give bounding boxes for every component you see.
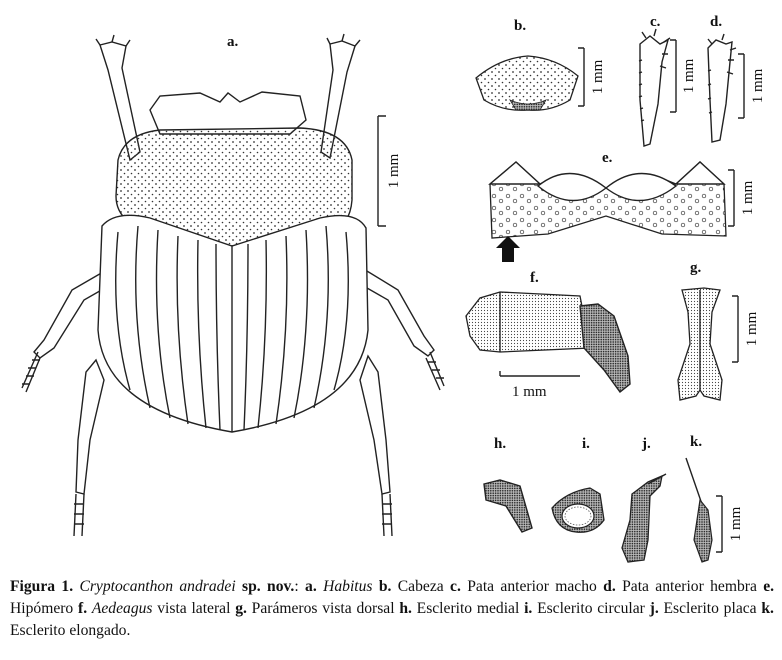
scale-label-b: 1 mm [590,59,606,95]
panel-d-pata-hembra [708,14,766,142]
caption-status: sp. nov. [242,578,295,595]
arrow-icon [496,236,520,262]
panel-c-pata-macho [639,14,697,146]
caption-item-k: k. Esclerito elongado. [10,600,774,639]
scale-label-f: 1 mm [512,384,547,400]
scale-label-c: 1 mm [681,58,697,94]
panel-i-esclerito-circular [552,436,604,532]
caption-item-b: b. Cabeza [378,578,444,595]
caption-species: Cryptocanthon andradei [79,578,236,595]
panel-label-d: d. [710,14,723,30]
panel-label-a: a. [227,34,239,50]
caption-figure-label: Figura 1. [10,578,74,595]
panel-label-e: e. [602,150,613,166]
panel-label-i: i. [582,436,590,452]
fore-leg-female [708,40,732,142]
right-hind-leg [360,356,390,494]
panel-label-f: f. [530,270,539,286]
left-hind-leg [76,360,104,494]
caption-item-h: h. Esclerito medial [399,600,520,617]
panel-label-b: b. [514,18,527,34]
caption-item-e: e. Hipómero [10,578,775,617]
panel-label-h: h. [494,436,507,452]
panel-label-k: k. [690,434,703,450]
caption-item-d: d. Pata anterior hembra [603,578,757,595]
aedeagus-phallobase [466,292,590,352]
panel-label-g: g. [690,260,702,276]
caption-item-c: c. Pata anterior macho [450,578,597,595]
aedeagus-paramere [580,304,630,392]
caption-colon: : [294,578,299,595]
caption-item-i: i. Esclerito circular [524,600,645,617]
scale-label-k: 1 mm [728,506,744,542]
panel-g-parameros [678,260,760,400]
panel-f-aedeagus [466,270,630,400]
panel-a-habitus [22,34,444,536]
scale-label-e: 1 mm [740,180,756,216]
right-mid-leg [360,268,434,356]
panel-k-esclerito-elongado [686,434,744,562]
panel-label-j: j. [642,436,651,452]
fore-leg-male [640,36,668,146]
head-detail [476,56,578,110]
sclerite-plate [622,476,662,562]
sclerite-medial [484,480,532,532]
sclerite-elongate [694,500,712,562]
caption-item-g: g. Parámeros vista dorsal [235,600,395,617]
panel-j-esclerito-placa [622,436,666,562]
scale-label-a: 1 mm [386,153,402,189]
panel-e-hipomero [490,150,756,262]
panel-h-esclerito-medial [484,436,532,532]
scale-label-d: 1 mm [750,68,766,104]
scale-label-g: 1 mm [744,311,760,347]
panel-b-cabeza [476,18,606,110]
figure-caption [10,576,774,642]
panel-label-c: c. [650,14,661,30]
caption-item-j: j. Esclerito placa [649,600,757,617]
caption-item-f: f. Aedeagus vista lateral [78,600,231,617]
caption-item-a: a. Habitus [305,578,373,595]
